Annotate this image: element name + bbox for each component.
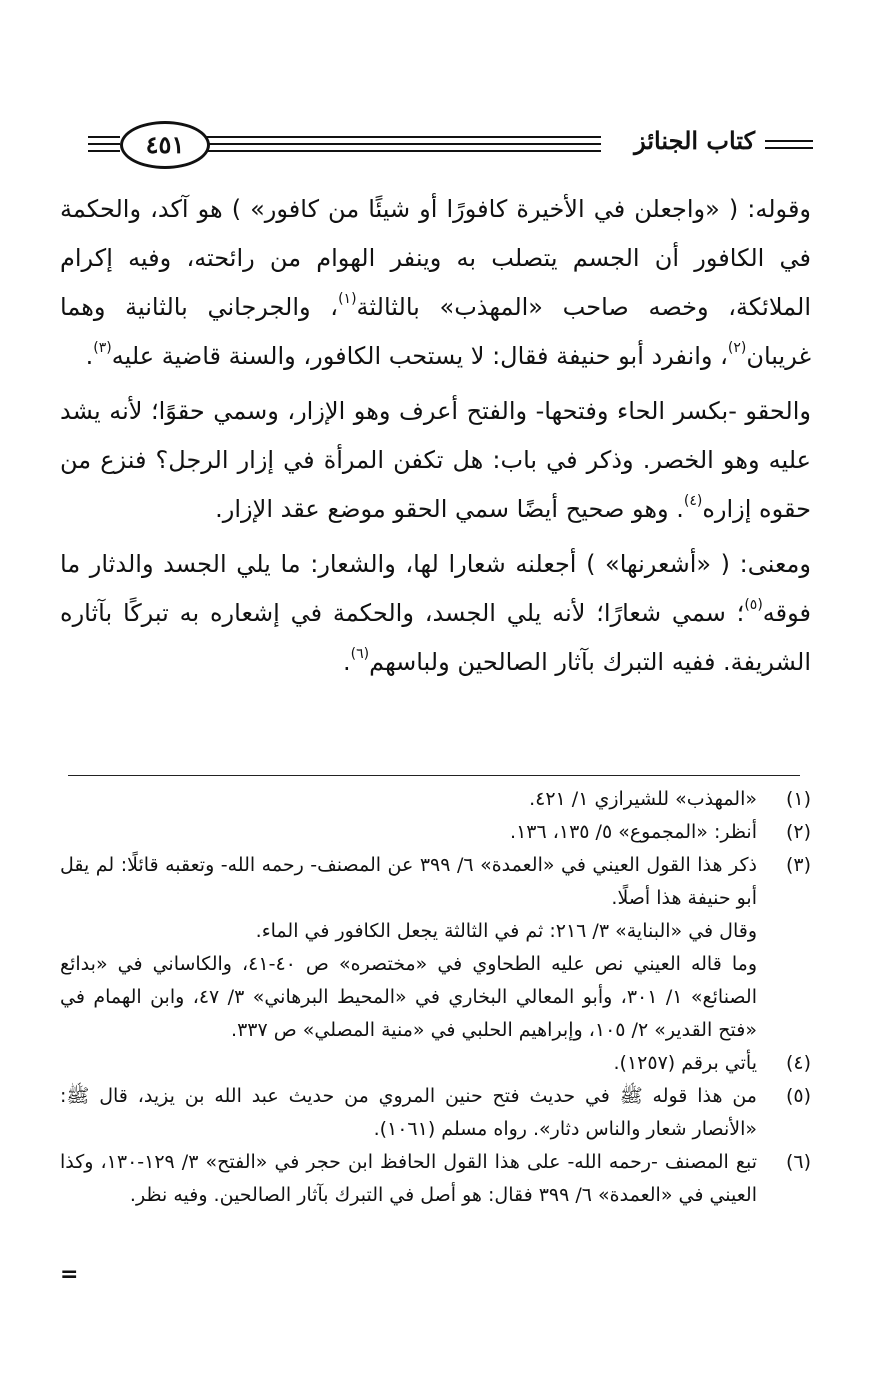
text-run: ؛ سمي شعارًا؛ لأنه يلي الجسد، والحكمة في إشعاره به تبركًا بآثاره الشريفة. ففيه التبرك بآثار الصالحين ولباسهم <box>60 599 811 676</box>
footnote-text: ذكر هذا القول العيني في «العمدة» ٦/ ٣٩٩ عن المصنف- رحمه الله- وتعقبه قائلًا: لم يقل أبو حنيفة هذا أصلًا. <box>60 854 757 909</box>
text-run: والحقو -بكسر الحاء وفتحها- والفتح أعرف وهو الإزار، وسمي حقوًا؛ لأنه يشد عليه وهو الخصر. وذكر في باب: هل تكفن المرأة في إزار الرجل؟ فنزع من حقوه إزاره <box>60 397 811 523</box>
paragraph <box>60 387 811 534</box>
page-number: ٤٥١ <box>120 121 210 169</box>
footnote-number: (٦) <box>785 1151 811 1173</box>
paragraph <box>60 540 811 687</box>
footnote-ref[interactable]: (١) <box>338 291 357 307</box>
footnote <box>60 783 811 816</box>
header-rule-right-2 <box>765 147 813 149</box>
paragraph <box>60 185 811 381</box>
running-header <box>88 118 813 168</box>
footnote-number: (٤) <box>785 1052 811 1074</box>
text-run: وقوله: ( «واجعلن في الأخيرة كافورًا أو شيئًا من كافور» ) هو آكد، والحكمة في الكافور أن الجسم يتصلب به وينفر الهوام من رائحته، وفيه إكرام الملائكة، وخصه صاحب «المهذب» بالثالثة <box>60 195 811 321</box>
footnote-number: (٥) <box>785 1085 811 1107</box>
text-run: . وهو صحيح أيضًا سمي الحقو موضع عقد الإزار. <box>215 495 684 523</box>
header-rule-left-2 <box>88 143 120 145</box>
footnote-ref[interactable]: (٢) <box>727 340 747 356</box>
header-title: كتاب الجنائز <box>634 126 755 155</box>
text-run: ، وانفرد أبو حنيفة فقال: لا يستحب الكافور، والسنة قاضية عليه <box>111 342 728 370</box>
footnote-text: أنظر: «المجموع» ٥/ ١٣٥، ١٣٦. <box>510 821 757 843</box>
footnote <box>60 816 811 849</box>
footnote-text: تبع المصنف -رحمه الله- على هذا القول الحافظ ابن حجر في «الفتح» ٣/ ١٢٩-١٣٠، وكذا العيني في «العمدة» ٦/ ٣٩٩ فقال: هو أصل في التبرك بآثار الصالحين. وفيه نظر. <box>60 1151 757 1206</box>
footnote <box>60 1146 811 1212</box>
footnote-ref[interactable]: (٣) <box>93 340 112 356</box>
header-rule-right-1 <box>765 140 813 142</box>
footnote-separator <box>68 775 800 776</box>
text-run: ومعنى: ( «أشعرنها» ) أجعلنه شعارا لها، والشعار: ما يلي الجسد والدثار ما فوقه <box>60 550 811 627</box>
footnote-number: (٢) <box>785 821 811 843</box>
header-rule-middle-1 <box>204 136 601 138</box>
text-run: . <box>342 648 351 676</box>
footnote <box>60 1080 811 1146</box>
header-rule-middle-2 <box>204 143 601 145</box>
footnote <box>60 849 811 1047</box>
footnote-number: (١) <box>785 788 811 810</box>
header-rule-middle-3 <box>204 150 601 152</box>
header-rule-left-1 <box>88 136 120 138</box>
footnote-text: وقال في «البناية» ٣/ ٢١٦: ثم في الثالثة يجعل الكافور في الماء. <box>255 920 757 942</box>
continuation-mark: = <box>60 1262 79 1287</box>
text-run: . <box>85 342 94 370</box>
footnote-text: وما قاله العيني نص عليه الطحاوي في «مختصره» ص ٤٠-٤١، والكاساني في «بدائع الصنائع» ١/ ٣٠١، وأبو المعالي البخاري في «المحيط البرهاني» ٣/ ٤٧، وابن الهمام في «فتح القدير» ٢/ ١٠٥، وإبراهيم الحلبي في «منية المصلي» ص ٣٣٧. <box>60 953 757 1041</box>
footnote-text: «المهذب» للشيرازي ١/ ٤٢١. <box>529 788 757 810</box>
header-rule-left-3 <box>88 150 120 152</box>
footnote-ref[interactable]: (٤) <box>683 493 703 509</box>
footnotes <box>60 783 811 1212</box>
footnote-ref[interactable]: (٦) <box>350 646 370 662</box>
footnote-text: من هذا قوله ﷺ في حديث فتح حنين المروي من حديث عبد الله بن يزيد، قال ﷺ: «الأنصار شعار والناس دثار». رواه مسلم (١٠٦١). <box>60 1085 757 1140</box>
footnote <box>60 1047 811 1080</box>
footnote-text: يأتي برقم (١٢٥٧). <box>613 1052 757 1074</box>
main-text <box>60 185 811 693</box>
footnote-number: (٣) <box>785 854 811 876</box>
footnote-ref[interactable]: (٥) <box>744 597 763 613</box>
text-run: ، والجرجاني بالثانية وهما غريبان <box>60 293 811 370</box>
